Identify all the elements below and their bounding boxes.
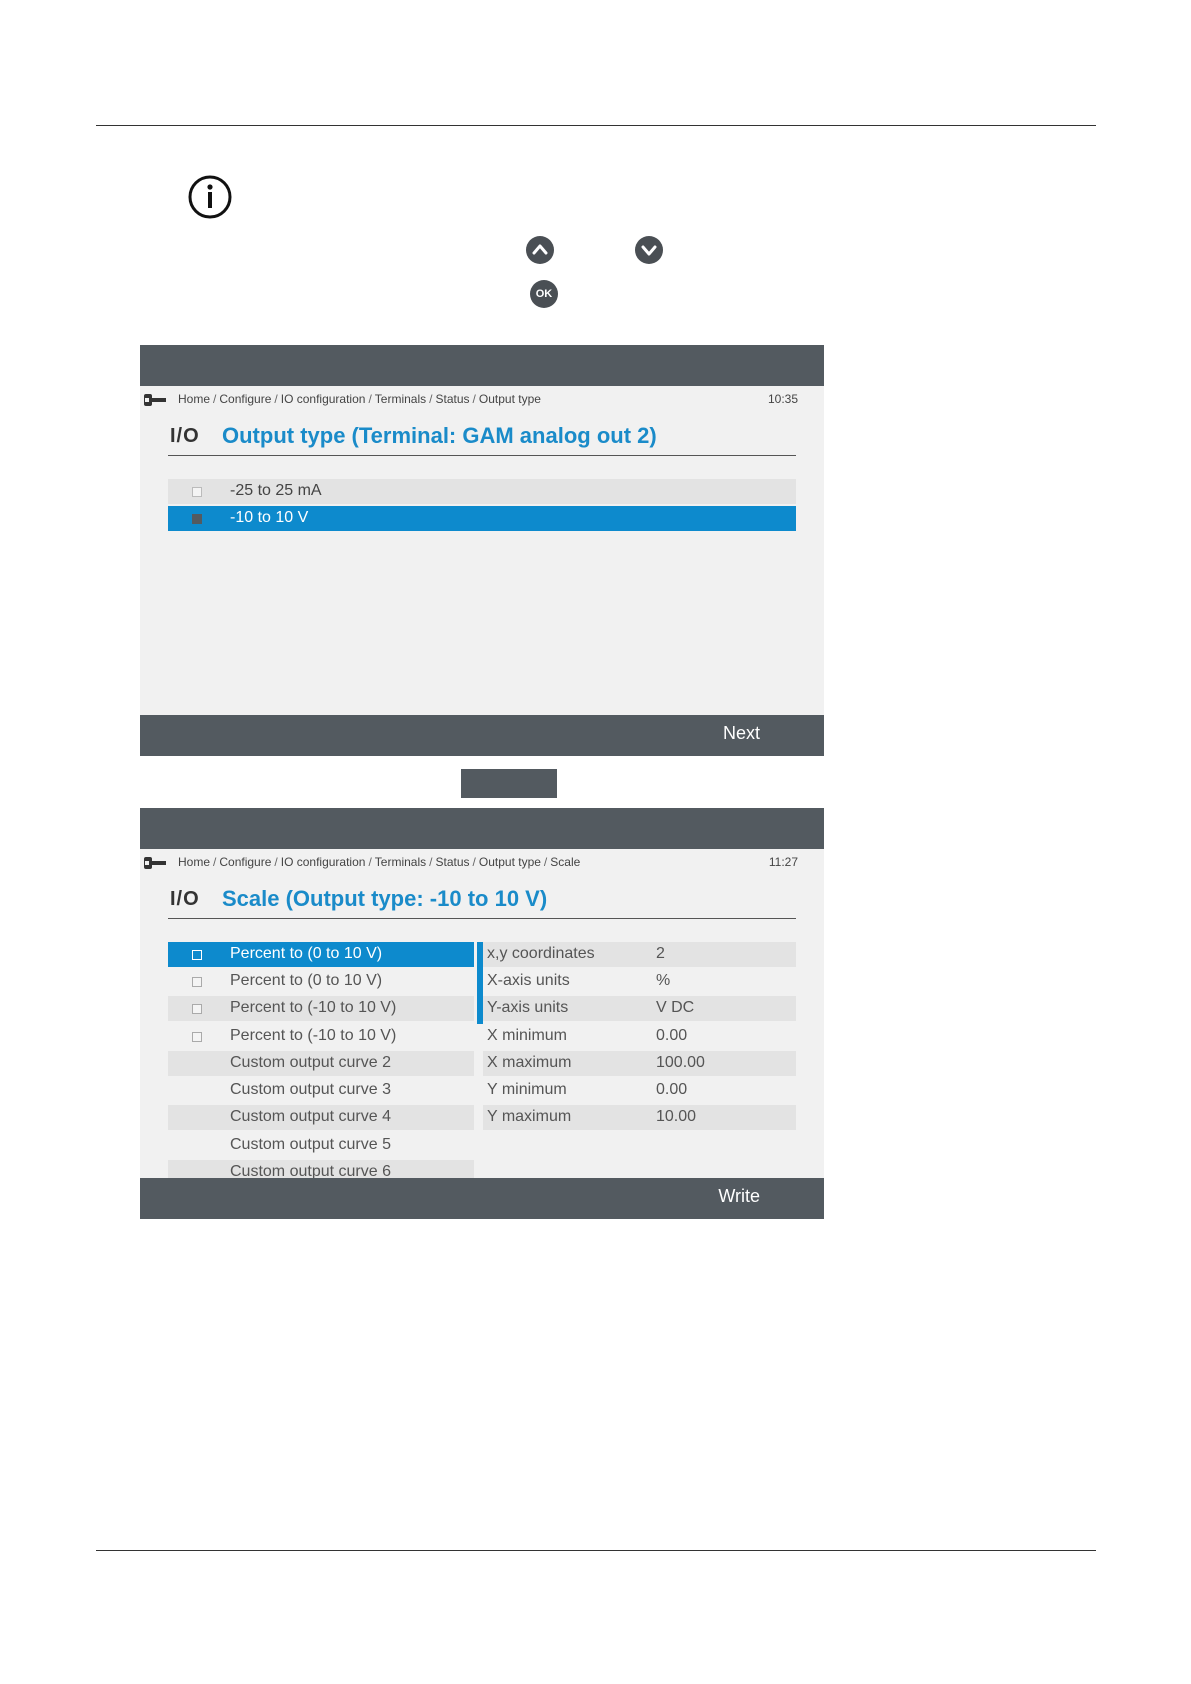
clock: 11:27 [768,855,798,869]
detail-value: 0.00 [656,1081,688,1098]
breadcrumb-configure[interactable]: Configure [219,392,272,406]
chevron-down-icon[interactable] [635,236,663,264]
list-item-label: Custom output curve 3 [230,1081,391,1098]
title-divider [168,918,796,919]
breadcrumb: Home / Configure / IO configuration / Terminals / Status / Output type [178,392,541,406]
info-icon [188,175,232,219]
detail-key: X maximum [487,1054,572,1071]
top-bar [140,345,824,386]
breadcrumb-home[interactable]: Home [178,855,211,869]
scale-list-item[interactable] [168,1105,474,1130]
breadcrumb-status[interactable]: Status [435,392,470,406]
wrench-icon [144,857,166,869]
breadcrumb-io-configuration[interactable]: IO configuration [280,855,366,869]
ok-button-icon[interactable]: OK [530,280,558,308]
chevron-up-icon[interactable] [526,236,554,264]
scale-screen [140,808,824,1219]
breadcrumb-scale: Scale [550,855,581,869]
footer-rule [96,1550,1096,1551]
detail-row [483,996,796,1021]
checkbox[interactable] [192,487,202,497]
scale-list-item[interactable] [168,1133,474,1158]
scale-list-item[interactable] [168,1024,474,1049]
header-rule [96,125,1096,126]
list-item-label: Percent to (0 to 10 V) [230,972,383,989]
detail-key: Y maximum [487,1108,572,1125]
detail-value: 0.00 [656,1027,688,1044]
scale-list-item-selected[interactable] [168,942,474,967]
detail-row [483,1078,796,1103]
io-icon: I/O [170,425,200,447]
top-bar [140,808,824,849]
breadcrumb-output-type[interactable]: Output type [478,855,541,869]
list-item-label: Percent to (-10 to 10 V) [230,1027,397,1044]
detail-row [483,969,796,994]
detail-row [483,1105,796,1130]
option-item-selected[interactable] [168,506,796,531]
list-item-label: Custom output curve 5 [230,1136,391,1153]
detail-value: 100.00 [656,1054,705,1071]
breadcrumb-terminals[interactable]: Terminals [374,855,427,869]
list-item-label: Percent to (0 to 10 V) [230,945,383,962]
detail-value: 2 [656,945,665,962]
option-label: -25 to 25 mA [230,482,322,499]
checkbox[interactable] [192,1032,202,1042]
scale-list-item[interactable] [168,1051,474,1076]
page-title: Scale (Output type: -10 to 10 V) [222,886,548,911]
output-type-screen [140,345,824,756]
io-icon: I/O [170,888,200,910]
list-item-label: Percent to (-10 to 10 V) [230,999,397,1016]
detail-key: x,y coordinates [487,945,595,962]
detail-row [483,1024,796,1049]
breadcrumb-io-configuration[interactable]: IO configuration [280,392,366,406]
title-divider [168,455,796,456]
scale-list-item[interactable] [168,1160,474,1178]
scale-list-item[interactable] [168,969,474,994]
step-connector [461,769,557,798]
detail-key: Y-axis units [487,999,569,1016]
breadcrumb-home[interactable]: Home [178,392,211,406]
option-label: -10 to 10 V [230,509,309,526]
next-button[interactable]: Next [722,723,760,743]
breadcrumb-configure[interactable]: Configure [219,855,272,869]
write-button[interactable]: Write [718,1186,760,1206]
breadcrumb-row [140,391,824,409]
breadcrumb-status[interactable]: Status [435,855,470,869]
checkbox[interactable] [192,1004,202,1014]
option-item[interactable] [168,479,796,504]
breadcrumb-row [140,854,824,872]
checkbox[interactable] [192,514,202,524]
detail-value: 10.00 [656,1108,697,1125]
list-item-label: Custom output curve 4 [230,1108,391,1125]
checkbox[interactable] [192,950,202,960]
detail-row [483,1051,796,1076]
detail-key: Y minimum [487,1081,567,1098]
detail-value: V DC [656,999,695,1016]
scale-list-item[interactable] [168,1078,474,1103]
breadcrumb: Home / Configure / IO configuration / Terminals / Status / Output type / Scale [178,855,581,869]
bottom-bar [140,715,824,756]
scale-list-item[interactable] [168,996,474,1021]
breadcrumb-terminals[interactable]: Terminals [374,392,427,406]
detail-key: X minimum [487,1027,568,1044]
detail-value: % [656,972,671,989]
breadcrumb-output-type: Output type [478,392,541,406]
wrench-icon [144,394,166,406]
detail-key: X-axis units [487,972,570,989]
checkbox[interactable] [192,977,202,987]
clock: 10:35 [767,392,798,406]
page-title: Output type (Terminal: GAM analog out 2) [222,423,657,448]
detail-row [483,942,796,967]
bottom-bar [140,1178,824,1219]
list-item-label: Custom output curve 6 [230,1163,391,1178]
list-item-label: Custom output curve 2 [230,1054,391,1071]
